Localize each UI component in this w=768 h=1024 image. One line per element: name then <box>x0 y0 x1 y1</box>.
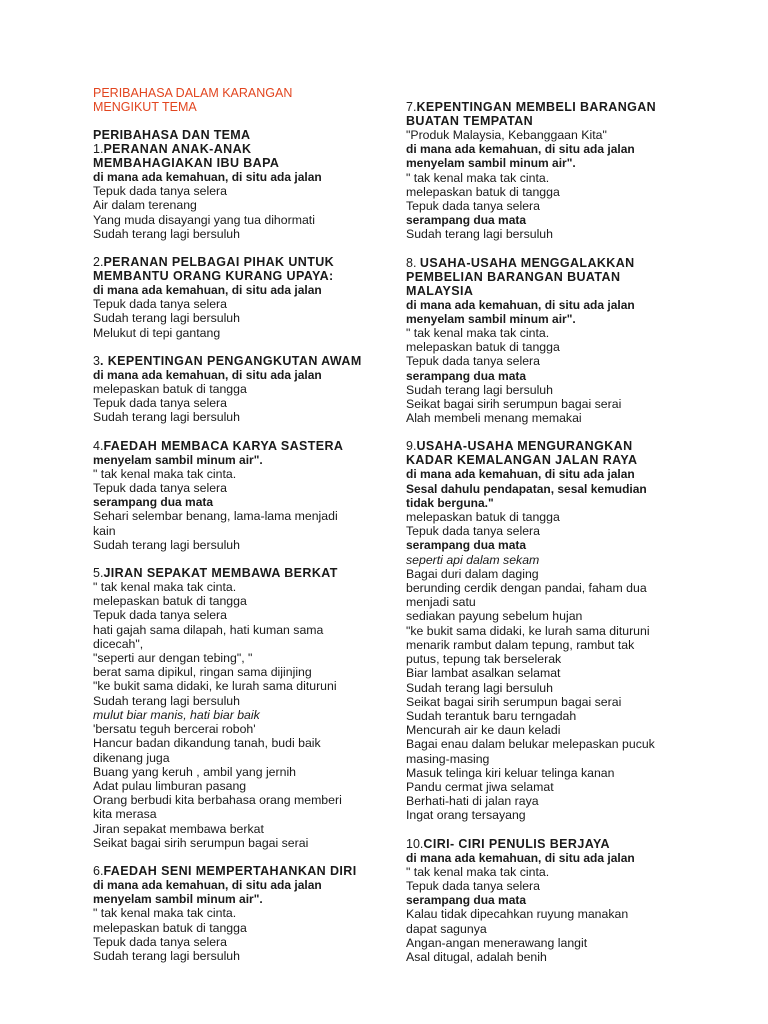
proverb-line: menjadi satu <box>406 595 476 610</box>
section-heading <box>93 255 373 269</box>
proverb-line: di mana ada kemahuan, di situ ada jalan <box>93 283 322 298</box>
proverb-line: Sudah terang lagi bersuluh <box>93 226 240 241</box>
section-heading-text: MEMBAHAGIAKAN IBU BAPA <box>93 156 280 170</box>
proverb-line: di mana ada kemahuan, di situ ada jalan <box>406 142 635 157</box>
proverb-line: kain <box>93 523 116 538</box>
proverb-line: Hancur badan dikandung tanah, budi baik <box>93 736 321 751</box>
proverb-line: melepaskan batuk di tangga <box>406 184 560 199</box>
proverb-line: Seikat bagai sirih serumpun bagai serai <box>406 694 622 709</box>
proverb-line: " tak kenal maka tak cinta. <box>406 864 550 879</box>
proverb-line: " tak kenal maka tak cinta. <box>406 170 550 185</box>
proverb-line: "seperti aur dengan tebing", " <box>93 651 253 666</box>
proverb-line: "Produk Malaysia, Kebanggaan Kita" <box>406 128 607 142</box>
section-heading-text: FAEDAH SENI MEMPERTAHANKAN DIRI <box>103 863 357 878</box>
proverb-line: Sudah terang lagi bersuluh <box>406 382 553 397</box>
proverb-line: Melukut di tepi gantang <box>93 325 221 340</box>
proverb-line: Tepuk dada tanya selera <box>93 481 227 496</box>
theme-section <box>93 439 373 552</box>
proverb-line: tidak berguna." <box>406 495 494 510</box>
section-heading <box>406 439 706 453</box>
proverb-line: Sudah terang lagi bersuluh <box>93 693 240 708</box>
proverb-line: Tepuk dada tanya selera <box>406 199 540 214</box>
section-heading <box>406 453 706 467</box>
section-heading-text: USAHA-USAHA MENGURANGKAN <box>416 439 633 454</box>
proverb-line: menyelam sambil minum air". <box>93 892 263 907</box>
proverb-line: Berhati-hati di jalan raya <box>406 794 539 809</box>
section-heading-text: PEMBELIAN BARANGAN BUATAN <box>406 269 621 284</box>
proverb-line: Air dalam terenang <box>93 198 197 213</box>
right-sections <box>406 100 706 964</box>
section-heading-text: JIRAN SEPAKAT MEMBAWA BERKAT <box>103 566 338 581</box>
section-heading-text: PERANAN PELBAGAI PIHAK UNTUK <box>103 255 335 270</box>
proverb-line: "ke bukit sama didaki, ke lurah sama dituruni <box>93 679 337 694</box>
proverb-line: di mana ada kemahuan, di situ ada jalan <box>406 297 635 312</box>
proverb-line: Tepuk dada tanya selera <box>406 354 540 369</box>
proverb-line: " tak kenal maka tak cinta. <box>93 580 237 595</box>
proverb-line: Asal ditugal, adalah benih <box>406 949 547 964</box>
proverb-line: Bagai enau dalam belukar melepaskan pucuk <box>406 737 655 752</box>
proverb-line: Biar lambat asalkan selamat <box>406 666 561 681</box>
proverb-line: Mencurah air ke daun keladi <box>406 723 561 738</box>
left-column <box>93 86 373 977</box>
proverb-line: " tak kenal maka tak cinta. <box>93 906 237 921</box>
proverb-line: Tepuk dada tanya selera <box>93 297 227 312</box>
proverb-line: Sudah terang lagi bersuluh <box>93 311 240 326</box>
proverb-line: di mana ada kemahuan, di situ ada jalan <box>93 367 322 382</box>
section-heading-text: USAHA-USAHA MENGGALAKKAN <box>419 255 635 270</box>
theme-section <box>406 439 706 822</box>
proverb-line: Pandu cermat jiwa selamat <box>406 779 554 794</box>
proverb-line: serampang dua mata <box>406 893 527 908</box>
proverb-line: seperti api dalam sekam <box>406 552 540 567</box>
proverb-line: Sudah terang lagi bersuluh <box>406 227 553 242</box>
proverb-line: di mana ada kemahuan, di situ ada jalan <box>93 170 322 184</box>
proverb-line: Kalau tidak dipecahkan ruyung manakan <box>406 907 629 922</box>
proverb-line: berat sama dipikul, ringan sama dijinjing <box>93 665 312 680</box>
proverb-line: Tepuk dada tanya selera <box>93 396 227 411</box>
proverb-line: Orang berbudi kita berbahasa orang memberi <box>93 793 342 808</box>
proverb-line: 'bersatu teguh bercerai roboh' <box>93 722 256 737</box>
section-number: 5. <box>93 566 104 581</box>
proverb-line: menyelam sambil minum air". <box>406 311 576 326</box>
theme-section <box>93 864 373 963</box>
proverb-line: masing-masing <box>406 751 490 766</box>
proverb-line: Ingat orang tersayang <box>406 808 526 823</box>
proverb-line: Sudah terang lagi bersuluh <box>93 410 240 425</box>
document-title <box>93 86 373 114</box>
proverb-line: Tepuk dada tanya selera <box>93 608 227 623</box>
section-heading-text: MALAYSIA <box>406 283 474 298</box>
left-sections <box>93 142 373 963</box>
proverb-line: Angan-angan menerawang langit <box>406 935 588 950</box>
section-heading <box>406 114 706 128</box>
section-heading <box>93 156 373 170</box>
proverb-line: berunding cerdik dengan pandai, faham dua <box>406 581 647 596</box>
right-column <box>406 100 706 978</box>
proverb-line: melepaskan batuk di tangga <box>406 510 560 525</box>
section-number: 10. <box>406 836 424 851</box>
proverb-line: serampang dua mata <box>406 213 527 228</box>
theme-section <box>93 255 373 340</box>
theme-section <box>93 354 373 425</box>
proverb-line: Adat pulau limburan pasang <box>93 778 247 793</box>
proverb-line: "ke bukit sama didaki, ke lurah sama dituruni <box>406 623 650 638</box>
proverb-line: Bagai duri dalam daging <box>406 566 539 581</box>
proverb-line: Sesal dahulu pendapatan, sesal kemudian <box>406 481 647 496</box>
section-number: 3 <box>93 353 100 368</box>
proverb-line: Tepuk dada tanya selera <box>93 934 227 949</box>
proverb-line: putus, tepung tak berselerak <box>406 652 562 667</box>
section-number: 9. <box>406 439 417 454</box>
section-number: 1. <box>93 142 104 156</box>
proverb-line: dikenang juga <box>93 750 170 765</box>
section-number: 4. <box>93 438 104 453</box>
section-heading-text: KEPENTINGAN MEMBELI BARANGAN <box>416 100 657 114</box>
proverb-line: Sudah terang lagi bersuluh <box>93 948 240 963</box>
section-number: 7. <box>406 100 417 114</box>
section-heading-text: BUATAN TEMPATAN <box>406 114 534 128</box>
proverb-line: sediakan payung sebelum hujan <box>406 609 583 624</box>
section-subtitle: PERIBAHASA DAN TEMA <box>93 128 251 142</box>
section-heading <box>406 284 706 298</box>
proverb-line: Buang yang keruh , ambil yang jernih <box>93 764 297 779</box>
section-heading-text: CIRI- CIRI PENULIS BERJAYA <box>423 836 610 851</box>
section-heading-text: MEMBANTU ORANG KURANG UPAYA: <box>93 269 334 284</box>
proverb-line: menarik rambut dalam tepung, rambut tak <box>406 637 635 652</box>
theme-section <box>406 837 706 965</box>
section-heading-text: PERANAN ANAK-ANAK <box>103 142 252 156</box>
proverb-line: melepaskan batuk di tangga <box>93 920 247 935</box>
proverb-line: melepaskan batuk di tangga <box>406 340 560 355</box>
proverb-line: Sudah terang lagi bersuluh <box>93 537 240 552</box>
theme-section <box>93 566 373 850</box>
proverb-line: Sudah terang lagi bersuluh <box>406 680 553 695</box>
section-heading <box>93 566 373 580</box>
proverb-line: " tak kenal maka tak cinta. <box>93 466 237 481</box>
proverb-line: Jiran sepakat membawa berkat <box>93 821 264 836</box>
proverb-line: serampang dua mata <box>406 368 527 383</box>
proverb-line: Alah membeli menang memakai <box>406 411 582 426</box>
theme-section <box>406 100 706 242</box>
section-heading <box>406 270 706 284</box>
proverb-line: dicecah", <box>93 636 144 651</box>
proverb-line: Seikat bagai sirih serumpun bagai serai <box>93 835 309 850</box>
proverb-line: Sehari selembar benang, lama-lama menjadi <box>93 509 338 524</box>
section-heading-text: FAEDAH MEMBACA KARYA SASTERA <box>103 438 344 453</box>
section-heading <box>406 256 706 270</box>
section-heading <box>93 269 373 283</box>
proverb-line: melepaskan batuk di tangga <box>93 594 247 609</box>
section-heading <box>93 142 373 156</box>
proverb-line: serampang dua mata <box>93 495 214 510</box>
proverb-line: Seikat bagai sirih serumpun bagai serai <box>406 397 622 412</box>
proverb-line: Sudah terantuk baru terngadah <box>406 708 577 723</box>
proverb-line: kita merasa <box>93 807 157 822</box>
proverb-line: Masuk telinga kiri keluar telinga kanan <box>406 765 615 780</box>
proverb-line: dapat sagunya <box>406 921 487 936</box>
proverb-line: melepaskan batuk di tangga <box>93 382 247 397</box>
theme-section <box>93 142 373 241</box>
proverb-line: di mana ada kemahuan, di situ ada jalan <box>406 467 635 482</box>
proverb-line: hati gajah sama dilapah, hati kuman sama <box>93 622 324 637</box>
section-number: 6. <box>93 863 104 878</box>
proverb-line: menyelam sambil minum air". <box>406 156 576 171</box>
theme-section <box>406 256 706 426</box>
proverb-line: Tepuk dada tanya selera <box>406 878 540 893</box>
section-heading <box>93 354 373 368</box>
document-title-line: MENGIKUT TEMA <box>93 100 197 114</box>
section-heading-text: . KEPENTINGAN PENGANGKUTAN AWAM <box>99 353 362 368</box>
document-title-line: PERIBAHASA DALAM KARANGAN <box>93 86 293 100</box>
proverb-line: Yang muda disayangi yang tua dihormati <box>93 212 315 227</box>
proverb-line: mulut biar manis, hati biar baik <box>93 707 260 722</box>
section-heading <box>93 864 373 878</box>
section-number: 8. <box>406 255 420 270</box>
section-heading-text: KADAR KEMALANGAN JALAN RAYA <box>406 453 638 468</box>
proverb-line: di mana ada kemahuan, di situ ada jalan <box>406 850 635 865</box>
section-heading <box>406 100 706 114</box>
proverb-line: Tepuk dada tanya selera <box>406 524 540 539</box>
section-heading <box>93 439 373 453</box>
proverb-line: " tak kenal maka tak cinta. <box>406 326 550 341</box>
proverb-line: serampang dua mata <box>406 538 527 553</box>
section-heading <box>406 837 706 851</box>
proverb-line: Tepuk dada tanya selera <box>93 184 227 199</box>
section-number: 2. <box>93 255 104 270</box>
proverb-line: di mana ada kemahuan, di situ ada jalan <box>93 877 322 892</box>
proverb-line: menyelam sambil minum air". <box>93 452 263 467</box>
